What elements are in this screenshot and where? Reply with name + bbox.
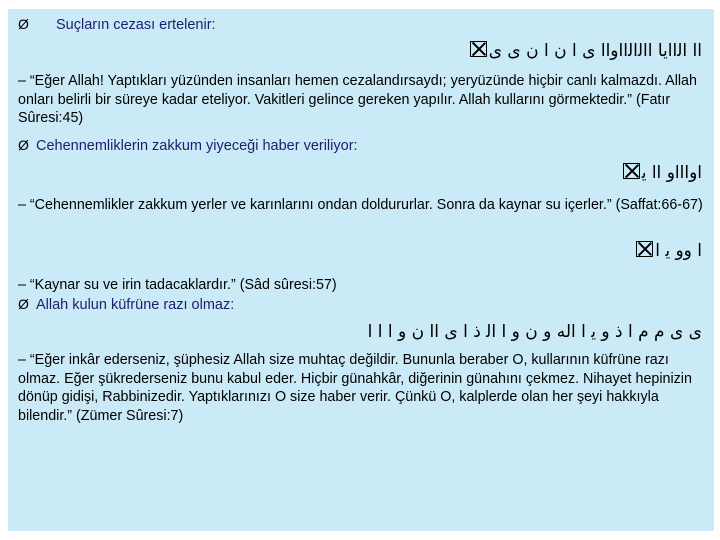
quote-sad-57: – “Kaynar su ve irin tadacaklardır.” (Sâd sûresi:57) [18, 277, 337, 293]
bullet-arrow-icon: Ø [18, 137, 29, 153]
arabic-verse-3 [634, 241, 702, 261]
bullet-arrow-icon: Ø [18, 16, 29, 32]
arabic-verse-1 [468, 41, 702, 61]
arabic-text: ﺍﺍ ﺍﻟﺍﺍﻳﺎ ﺍﺍﻟﺍﻟﺍﺍﻭﺍﺍ ﻯ ﺍ ﻥ ﺍ ﻥ ﻯ ﻯ [488, 41, 702, 61]
heading-kufr [18, 295, 708, 314]
heading-text: Allah kulun küfrüne razı olmaz: [36, 297, 235, 313]
quote-fatir-45: – “Eğer Allah! Yaptıkları yüzünden insanları hemen cezalandırsaydı; yeryüzünde hiçbir canlı kalmazdı. Allah onları belirli bir süreye kadar eteliyor. Vakitleri gelince gereken yapılır. Allah kullarını görmektedir.” (Fatır Sûresi:45) [18, 73, 697, 126]
missing-glyph-icon [470, 41, 487, 57]
heading-zakkum [18, 136, 708, 155]
bullet-arrow-icon: Ø [18, 296, 29, 312]
missing-glyph-icon [623, 163, 640, 179]
heading-delayed-punishment [18, 15, 708, 34]
slide [8, 9, 714, 531]
quote-saffat-66-67: – “Cehennemlikler zakkum yerler ve karınlarını ondan doldururlar. Sonra da kaynar su içerler.” (Saffat:66-67) [18, 197, 703, 213]
arabic-verse-4 [368, 322, 702, 342]
heading-text: Suçların cezası ertelenir: [56, 17, 216, 33]
arabic-verse-2 [621, 163, 702, 183]
arabic-text: ﺍ ﻭﻭ ﻳ ﺍ [655, 241, 702, 261]
missing-glyph-icon [636, 241, 653, 257]
quote-zumer-7: – “Eğer inkâr ederseniz, şüphesiz Allah size muhtaç değildir. Bununla beraber O, kullarının küfrüne razı olmaz. Eğer şükrederseniz bunu kabul eder. Hiçbir günahkâr, diğerinin günahını çekmez. Nihayet hepinizin dönüp gidişi, Rabbinizedir. Yaptıklarınızı O size haber verir. Çünkü O, kalplerde olan her şeyi hakkıyla bilendir.” (Zümer Sûresi:7) [18, 352, 692, 424]
arabic-text: ﻯ ﻯ ﻡ ﻡ ﺍ ﺫ ﻭ ﻳ ﺍ ﺍﻟﻪ ﻭ ﻥ ﻭ ﺍ ﺍﻟ ﺫ ﺍ ﻯ ﺍﺍ ﻥ ﻭ ﺍ ﺍ ﺍ [367, 322, 702, 342]
heading-text: Cehennemliklerin zakkum yiyeceği haber veriliyor: [36, 138, 358, 154]
arabic-text: ﺍﻭﺍﺍﺍﻭ ﺍﺍ ﻳ [641, 163, 702, 183]
